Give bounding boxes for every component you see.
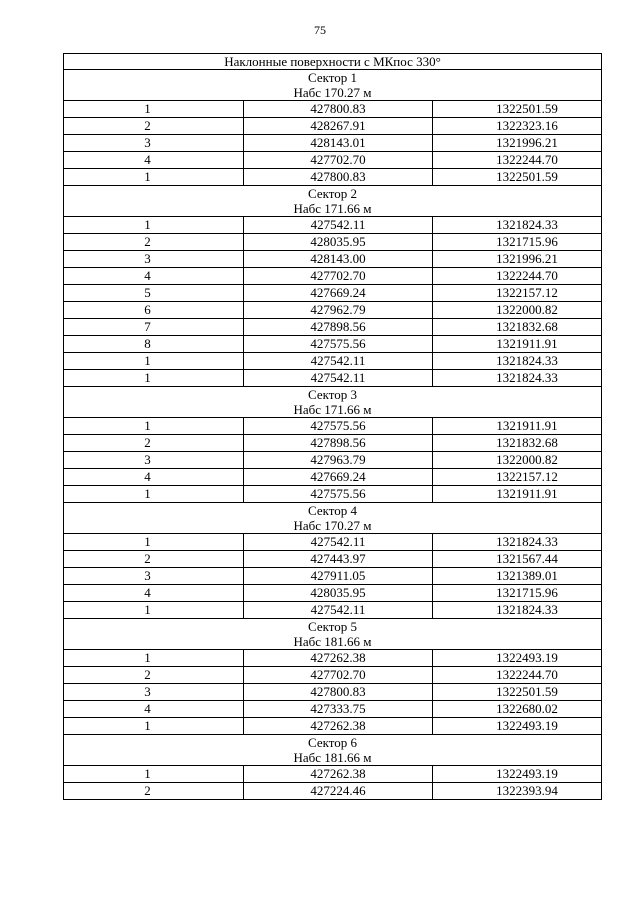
table-row — [64, 234, 602, 251]
point-number-cell: 1 — [64, 486, 244, 503]
y-coordinate-cell: 1321389.01 — [433, 568, 602, 585]
point-number-cell: 1 — [64, 534, 244, 551]
sector-name: Сектор 2 — [308, 186, 358, 201]
point-number-cell: 6 — [64, 302, 244, 319]
coordinates-table — [63, 53, 602, 800]
table-row — [64, 602, 602, 619]
x-coordinate-cell: 427800.83 — [244, 101, 433, 118]
x-coordinate-cell: 428143.00 — [244, 251, 433, 268]
point-number-cell: 1 — [64, 101, 244, 118]
point-number-cell: 4 — [64, 585, 244, 602]
table-row — [64, 285, 602, 302]
sector-header — [64, 70, 602, 101]
x-coordinate-cell: 427898.56 — [244, 435, 433, 452]
y-coordinate-cell: 1322157.12 — [433, 469, 602, 486]
y-coordinate-cell: 1322493.19 — [433, 766, 602, 783]
point-number-cell: 1 — [64, 650, 244, 667]
point-number-cell: 1 — [64, 353, 244, 370]
point-number-cell: 2 — [64, 783, 244, 800]
x-coordinate-cell: 427669.24 — [244, 285, 433, 302]
x-coordinate-cell: 427224.46 — [244, 783, 433, 800]
x-coordinate-cell: 427575.56 — [244, 486, 433, 503]
point-number-cell: 1 — [64, 718, 244, 735]
y-coordinate-cell: 1321996.21 — [433, 251, 602, 268]
sector-header — [64, 619, 602, 650]
y-coordinate-cell: 1321824.33 — [433, 353, 602, 370]
sector-height: Набс 170.27 м — [293, 518, 372, 533]
point-number-cell: 1 — [64, 217, 244, 234]
table-row — [64, 152, 602, 169]
x-coordinate-cell: 427898.56 — [244, 319, 433, 336]
y-coordinate-cell: 1321824.33 — [433, 370, 602, 387]
x-coordinate-cell: 428143.01 — [244, 135, 433, 152]
point-number-cell: 1 — [64, 766, 244, 783]
y-coordinate-cell: 1322244.70 — [433, 152, 602, 169]
y-coordinate-cell: 1322000.82 — [433, 302, 602, 319]
point-number-cell: 1 — [64, 169, 244, 186]
x-coordinate-cell: 427333.75 — [244, 701, 433, 718]
x-coordinate-cell: 427542.11 — [244, 217, 433, 234]
y-coordinate-cell: 1321911.91 — [433, 418, 602, 435]
x-coordinate-cell: 427702.70 — [244, 667, 433, 684]
x-coordinate-cell: 427800.83 — [244, 169, 433, 186]
point-number-cell: 2 — [64, 435, 244, 452]
sector-height: Набс 171.66 м — [293, 402, 372, 417]
point-number-cell: 5 — [64, 285, 244, 302]
sector-name: Сектор 4 — [308, 503, 358, 518]
y-coordinate-cell: 1321911.91 — [433, 336, 602, 353]
table-title-row — [64, 54, 602, 70]
y-coordinate-cell: 1322493.19 — [433, 718, 602, 735]
table-row — [64, 268, 602, 285]
sector-height: Набс 181.66 м — [293, 750, 372, 765]
table-row — [64, 667, 602, 684]
table-row — [64, 217, 602, 234]
y-coordinate-cell: 1322000.82 — [433, 452, 602, 469]
point-number-cell: 1 — [64, 602, 244, 619]
table-row — [64, 766, 602, 783]
y-coordinate-cell: 1322244.70 — [433, 268, 602, 285]
sector-height: Набс 171.66 м — [293, 201, 372, 216]
table-row — [64, 435, 602, 452]
point-number-cell: 1 — [64, 418, 244, 435]
table-row — [64, 169, 602, 186]
x-coordinate-cell: 428035.95 — [244, 234, 433, 251]
x-coordinate-cell: 427262.38 — [244, 766, 433, 783]
x-coordinate-cell: 427542.11 — [244, 370, 433, 387]
x-coordinate-cell: 427542.11 — [244, 353, 433, 370]
point-number-cell: 4 — [64, 268, 244, 285]
table-row — [64, 336, 602, 353]
y-coordinate-cell: 1322157.12 — [433, 285, 602, 302]
table-row — [64, 101, 602, 118]
sector-name: Сектор 6 — [308, 735, 358, 750]
point-number-cell: 2 — [64, 118, 244, 135]
table-row — [64, 251, 602, 268]
sector-header — [64, 503, 602, 534]
x-coordinate-cell: 427963.79 — [244, 452, 433, 469]
point-number-cell: 4 — [64, 152, 244, 169]
y-coordinate-cell: 1322493.19 — [433, 650, 602, 667]
point-number-cell: 3 — [64, 684, 244, 701]
sector-header-row — [64, 387, 602, 418]
table-row — [64, 684, 602, 701]
y-coordinate-cell: 1322323.16 — [433, 118, 602, 135]
x-coordinate-cell: 427262.38 — [244, 718, 433, 735]
table-row — [64, 353, 602, 370]
point-number-cell: 3 — [64, 452, 244, 469]
point-number-cell: 1 — [64, 370, 244, 387]
point-number-cell: 3 — [64, 568, 244, 585]
y-coordinate-cell: 1321567.44 — [433, 551, 602, 568]
sector-name: Сектор 1 — [308, 70, 358, 85]
table-row — [64, 452, 602, 469]
x-coordinate-cell: 427669.24 — [244, 469, 433, 486]
x-coordinate-cell: 427911.05 — [244, 568, 433, 585]
y-coordinate-cell: 1322501.59 — [433, 169, 602, 186]
sector-header-row — [64, 70, 602, 101]
y-coordinate-cell: 1322393.94 — [433, 783, 602, 800]
x-coordinate-cell: 427542.11 — [244, 534, 433, 551]
table-row — [64, 118, 602, 135]
point-number-cell: 8 — [64, 336, 244, 353]
sector-header — [64, 735, 602, 766]
table-row — [64, 701, 602, 718]
point-number-cell: 7 — [64, 319, 244, 336]
table-row — [64, 551, 602, 568]
table-row — [64, 302, 602, 319]
table-row — [64, 534, 602, 551]
table-row — [64, 486, 602, 503]
sector-header-row — [64, 503, 602, 534]
x-coordinate-cell: 427575.56 — [244, 336, 433, 353]
sector-name: Сектор 5 — [308, 619, 358, 634]
sector-header — [64, 186, 602, 217]
point-number-cell: 2 — [64, 667, 244, 684]
x-coordinate-cell: 427262.38 — [244, 650, 433, 667]
y-coordinate-cell: 1322501.59 — [433, 684, 602, 701]
y-coordinate-cell: 1321911.91 — [433, 486, 602, 503]
coordinates-table-body — [64, 54, 602, 800]
y-coordinate-cell: 1321832.68 — [433, 319, 602, 336]
sector-height: Набс 170.27 м — [293, 85, 372, 100]
sector-header — [64, 387, 602, 418]
point-number-cell: 2 — [64, 234, 244, 251]
y-coordinate-cell: 1321996.21 — [433, 135, 602, 152]
table-row — [64, 585, 602, 602]
x-coordinate-cell: 428035.95 — [244, 585, 433, 602]
y-coordinate-cell: 1321824.33 — [433, 534, 602, 551]
y-coordinate-cell: 1322244.70 — [433, 667, 602, 684]
table-row — [64, 319, 602, 336]
table-title: Наклонные поверхности с МКпос 330° — [64, 54, 602, 70]
y-coordinate-cell: 1322680.02 — [433, 701, 602, 718]
x-coordinate-cell: 428267.91 — [244, 118, 433, 135]
y-coordinate-cell: 1321824.33 — [433, 602, 602, 619]
sector-header-row — [64, 619, 602, 650]
point-number-cell: 4 — [64, 701, 244, 718]
y-coordinate-cell: 1321715.96 — [433, 234, 602, 251]
sector-name: Сектор 3 — [308, 387, 358, 402]
y-coordinate-cell: 1321824.33 — [433, 217, 602, 234]
point-number-cell: 3 — [64, 135, 244, 152]
sector-header-row — [64, 735, 602, 766]
x-coordinate-cell: 427702.70 — [244, 152, 433, 169]
table-row — [64, 135, 602, 152]
page-number: 75 — [314, 23, 326, 37]
x-coordinate-cell: 427962.79 — [244, 302, 433, 319]
point-number-cell: 3 — [64, 251, 244, 268]
x-coordinate-cell: 427800.83 — [244, 684, 433, 701]
table-row — [64, 469, 602, 486]
sector-height: Набс 181.66 м — [293, 634, 372, 649]
y-coordinate-cell: 1322501.59 — [433, 101, 602, 118]
x-coordinate-cell: 427702.70 — [244, 268, 433, 285]
table-row — [64, 650, 602, 667]
x-coordinate-cell: 427443.97 — [244, 551, 433, 568]
point-number-cell: 4 — [64, 469, 244, 486]
x-coordinate-cell: 427542.11 — [244, 602, 433, 619]
table-row — [64, 783, 602, 800]
table-row — [64, 370, 602, 387]
table-row — [64, 718, 602, 735]
y-coordinate-cell: 1321832.68 — [433, 435, 602, 452]
y-coordinate-cell: 1321715.96 — [433, 585, 602, 602]
sector-header-row — [64, 186, 602, 217]
point-number-cell: 2 — [64, 551, 244, 568]
x-coordinate-cell: 427575.56 — [244, 418, 433, 435]
table-row — [64, 568, 602, 585]
table-row — [64, 418, 602, 435]
